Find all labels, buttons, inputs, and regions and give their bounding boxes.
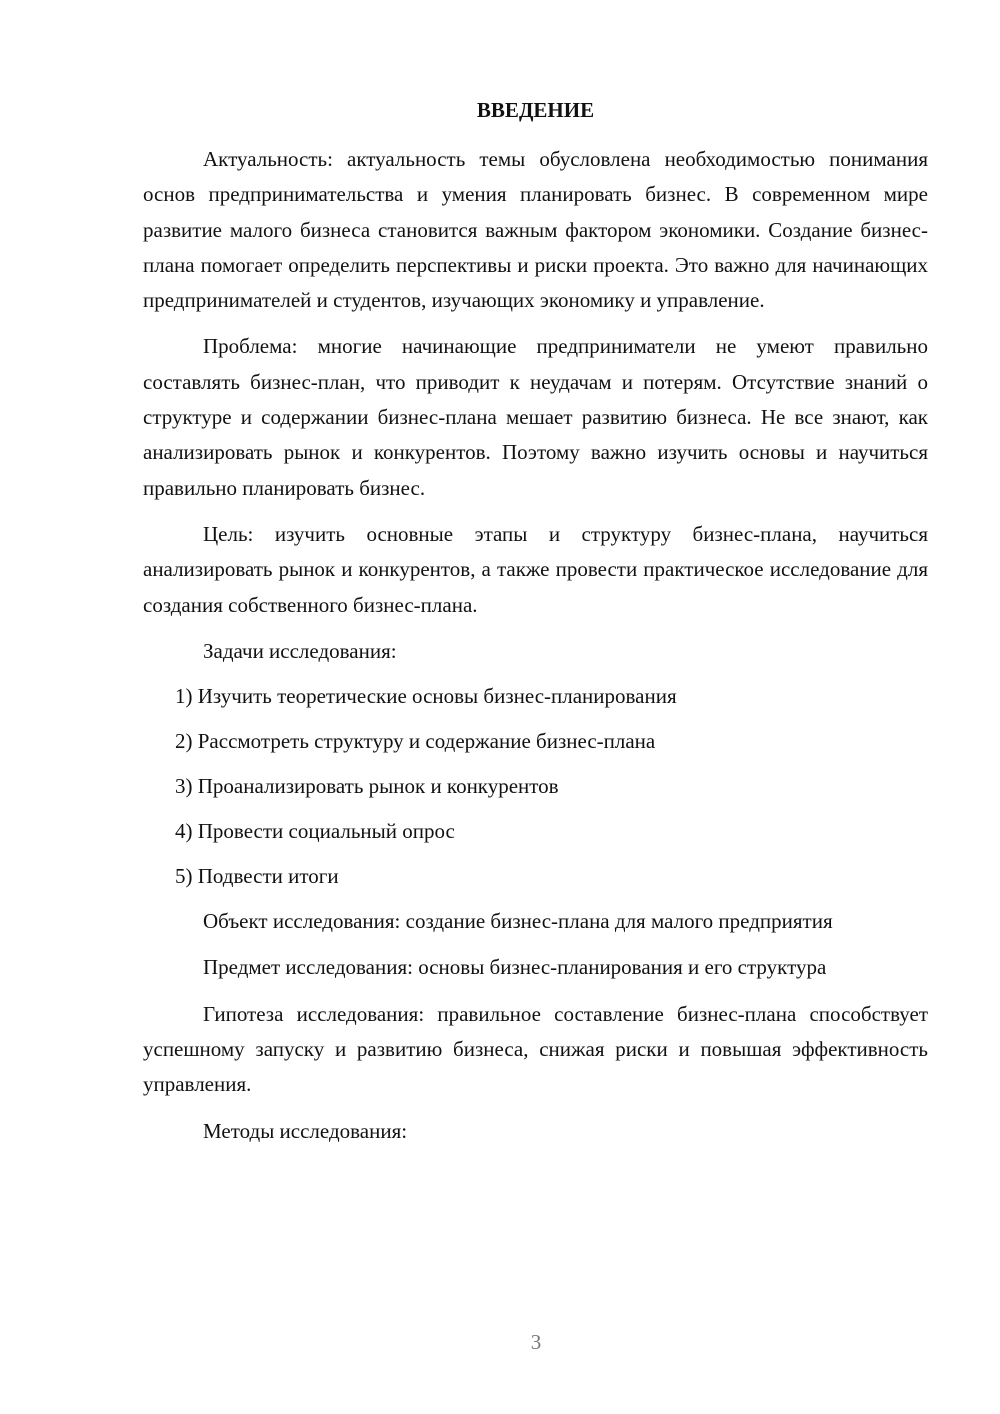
tasks-heading: Задачи исследования: (203, 638, 397, 663)
list-item: 5) Подвести итоги (175, 864, 339, 889)
list-item: 4) Провести социальный опрос (175, 819, 455, 844)
list-item: 3) Проанализировать рынок и конкурентов (175, 774, 559, 799)
paragraph-relevance: Актуальность: актуальность темы обусловлена необходимостью понимания основ предпринимательства и умения планировать бизнес. В современном мире развитие малого бизнеса становится важным фактором экономики. Создание бизнес-плана помогает определить перспективы и риски проекта. Это важно для начинающих предпринимателей и студентов, изучающих экономику и управление. (143, 147, 928, 313)
list-item: 2) Рассмотреть структуру и содержание бизнес-плана (175, 729, 656, 754)
paragraph-problem: Проблема: многие начинающие предприниматели не умеют правильно составлять бизнес-план, что приводит к неудачам и потерям. Отсутствие знаний о структуре и содержании бизнес-плана мешает развитию бизнеса. Не все знают, как анализировать рынок и конкурентов. Поэтому важно изучить основы и научиться правильно планировать бизнес. (143, 334, 928, 500)
paragraph-goal: Цель: изучить основные этапы и структуру бизнес-плана, научиться анализировать рынок и конкурентов, а также провести практическое исследование для создания собственного бизнес-плана. (143, 521, 928, 617)
paragraph-subject: Предмет исследования: основы бизнес-планирования и его структура (203, 955, 827, 980)
paragraph-object: Объект исследования: создание бизнес-плана для малого предприятия (203, 909, 833, 934)
tasks-list (143, 679, 928, 894)
page-title: ВВЕДЕНИЕ (476, 98, 595, 122)
page-content (143, 93, 928, 1159)
page-number: 3 (530, 1330, 542, 1354)
list-item: 1) Изучить теоретические основы бизнес-планирования (175, 684, 677, 709)
methods-heading: Методы исследования: (203, 1118, 408, 1143)
paragraph-hypothesis: Гипотеза исследования: правильное составление бизнес-плана способствует успешному запуску и развитию бизнеса, снижая риски и повышая эффективность управления. (143, 1001, 928, 1097)
